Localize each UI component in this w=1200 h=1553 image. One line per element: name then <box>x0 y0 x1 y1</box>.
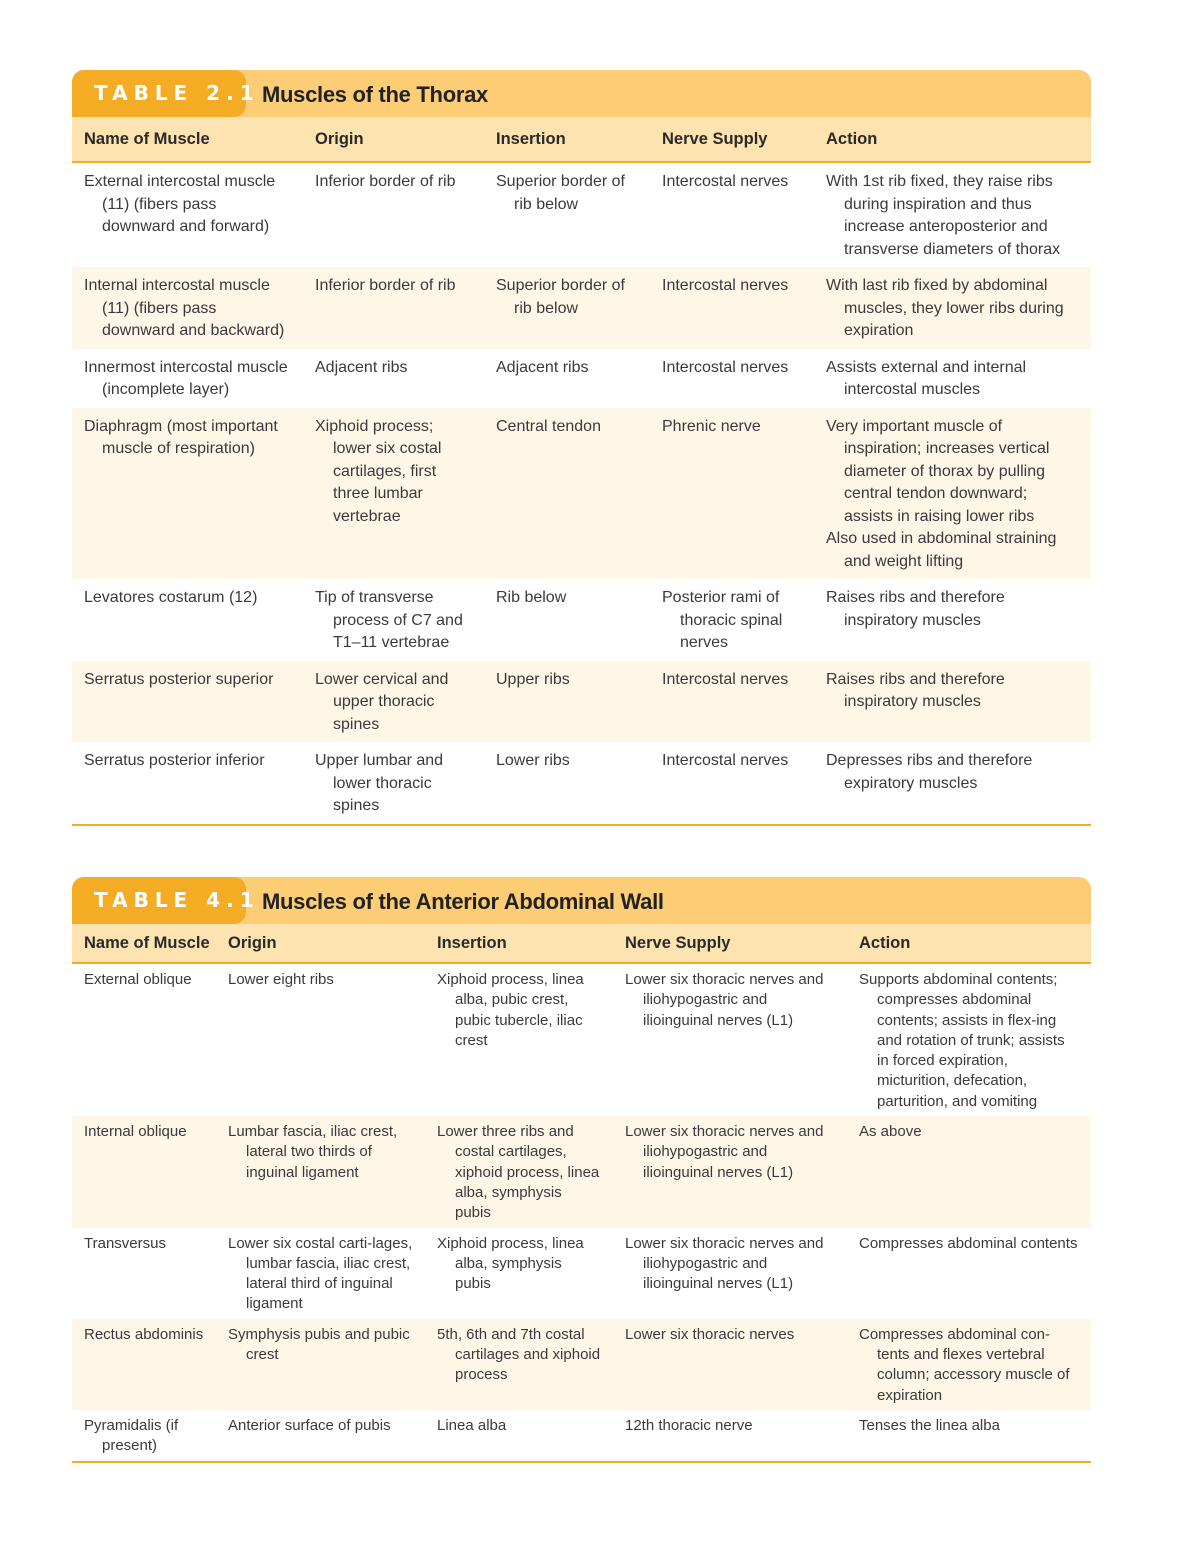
cell-nerve-supply <box>613 1319 847 1410</box>
cell-text: Intercostal nerves <box>662 173 789 190</box>
cell-nerve-supply <box>650 408 814 580</box>
cell-insertion <box>484 267 650 349</box>
cell-nerve-supply <box>613 1228 847 1319</box>
data-table <box>72 924 1091 1463</box>
column-header-action: Action <box>847 924 1091 963</box>
cell-text: Inferior border of rib <box>315 173 456 190</box>
cell-origin <box>216 963 425 1116</box>
cell-text: Internal intercostal muscle (11) (fibers pass downward and backward) <box>84 277 285 339</box>
cell-text: Levatores costarum (12) <box>84 589 258 606</box>
cell-origin <box>303 267 484 349</box>
column-header-nerve-supply: Nerve Supply <box>613 924 847 963</box>
cell-text: Superior border of rib below <box>496 277 625 317</box>
table-row <box>72 267 1091 349</box>
column-header-origin: Origin <box>303 117 484 162</box>
cell-text: Adjacent ribs <box>315 358 408 376</box>
cell-text: Anterior surface of pubis <box>228 1416 391 1434</box>
cell-text: With last rib fixed by abdominal muscles, they lower ribs during expiration <box>826 277 1064 339</box>
cell-action <box>847 1410 1091 1462</box>
cell-name <box>72 579 303 661</box>
cell-name <box>72 1410 216 1462</box>
cell-text: With 1st rib fixed, they raise ribs during inspiration and thus increase anteroposterior and transverse diameters of thorax <box>826 173 1061 258</box>
cell-origin <box>303 742 484 825</box>
cell-text: Xiphoid process, linea alba, pubic crest, pubic tubercle, iliac crest <box>437 971 584 1049</box>
cell-text: Pyramidalis (if present) <box>84 1416 179 1455</box>
cell-text: As above <box>859 1123 922 1141</box>
cell-action <box>814 408 1091 580</box>
table-muscles-of-thorax <box>72 70 1091 826</box>
cell-text: Inferior border of rib <box>315 277 456 294</box>
column-header-insertion: Insertion <box>425 924 613 963</box>
cell-text: Internal oblique <box>84 1123 187 1141</box>
cell-name <box>72 267 303 349</box>
cell-text: Raises ribs and therefore inspiratory muscles <box>826 670 1005 710</box>
cell-text: Lower six thoracic nerves and iliohypogastric and ilioinguinal nerves (L1) <box>625 1234 824 1293</box>
cell-action <box>847 1116 1091 1227</box>
cell-origin <box>303 408 484 580</box>
cell-name <box>72 1228 216 1319</box>
table-number-badge: TABLE 2.1 <box>72 70 246 117</box>
table-number-badge: TABLE 4.1 <box>72 877 246 924</box>
cell-nerve-supply <box>613 1410 847 1462</box>
cell-text: Xiphoid process, linea alba, symphysis pubis <box>437 1234 584 1293</box>
cell-text: Raises ribs and therefore inspiratory muscles <box>826 589 1005 629</box>
table-title: Muscles of the Thorax <box>262 82 488 107</box>
cell-action <box>847 1319 1091 1410</box>
column-header-name: Name of Muscle <box>72 117 303 162</box>
cell-name <box>72 963 216 1116</box>
cell-nerve-supply <box>613 1116 847 1227</box>
cell-text: Intercostal nerves <box>662 358 789 376</box>
cell-name <box>72 408 303 580</box>
cell-insertion <box>484 162 650 267</box>
cell-text: Serratus posterior inferior <box>84 752 265 769</box>
cell-origin <box>303 162 484 267</box>
table-muscles-of-abdominal-wall <box>72 877 1091 1463</box>
cell-text: Lower ribs <box>496 752 570 769</box>
table-row <box>72 963 1091 1116</box>
cell-insertion <box>425 1116 613 1227</box>
cell-name <box>72 1319 216 1410</box>
data-table <box>72 117 1091 826</box>
cell-origin <box>303 661 484 743</box>
cell-insertion <box>425 1319 613 1410</box>
cell-name <box>72 661 303 743</box>
column-header-origin: Origin <box>216 924 425 963</box>
cell-text: Lower three ribs and costal cartilages, xiphoid process, linea alba, symphysis pubis <box>437 1123 600 1222</box>
cell-origin <box>303 579 484 661</box>
table-row <box>72 349 1091 408</box>
table-row <box>72 1116 1091 1227</box>
cell-insertion <box>425 1228 613 1319</box>
cell-text: Rib below <box>496 589 567 606</box>
column-header-action: Action <box>814 117 1091 162</box>
cell-text: External intercostal muscle (11) (fibers pass downward and forward) <box>84 173 276 235</box>
cell-text: Transversus <box>84 1234 166 1252</box>
cell-text: Assists external and internal intercostal muscles <box>826 358 1027 398</box>
cell-text: Compresses abdominal con-tents and flexes vertebral column; accessory muscle of expiration <box>859 1325 1070 1404</box>
cell-origin <box>216 1116 425 1227</box>
cell-text: Diaphragm (most important muscle of respiration) <box>84 417 278 457</box>
cell-insertion <box>484 349 650 408</box>
cell-nerve-supply <box>650 579 814 661</box>
cell-text: Upper lumbar and lower thoracic spines <box>315 752 444 814</box>
cell-text: Innermost intercostal muscle (incomplete layer) <box>84 358 288 398</box>
cell-action <box>814 661 1091 743</box>
table-row <box>72 579 1091 661</box>
table-row <box>72 408 1091 580</box>
column-header-name: Name of Muscle <box>72 924 216 963</box>
cell-text: Linea alba <box>437 1416 507 1434</box>
cell-name <box>72 162 303 267</box>
cell-text: Intercostal nerves <box>662 670 789 688</box>
cell-text: Posterior rami of thoracic spinal nerves <box>662 589 783 651</box>
header-row <box>72 117 1091 162</box>
cell-text: Very important muscle of inspiration; increases vertical diameter of thorax by pulling central tendon downward; assists in raising lower ribs <box>826 417 1050 525</box>
cell-action <box>814 742 1091 825</box>
table-row <box>72 742 1091 825</box>
cell-text: Tip of transverse process of C7 and T1–11 vertebrae <box>315 589 463 651</box>
table-title-bar <box>72 70 1091 117</box>
cell-action <box>814 162 1091 267</box>
cell-text: Lower eight ribs <box>228 971 334 988</box>
cell-origin <box>216 1319 425 1410</box>
cell-nerve-supply <box>650 267 814 349</box>
column-header-insertion: Insertion <box>484 117 650 162</box>
cell-nerve-supply <box>650 661 814 743</box>
cell-text: 12th thoracic nerve <box>625 1416 753 1434</box>
cell-text: Phrenic nerve <box>662 417 761 435</box>
table-title: Muscles of the Anterior Abdominal Wall <box>262 889 664 914</box>
table-row <box>72 661 1091 743</box>
cell-text: Lower six costal carti-lages, lumbar fascia, iliac crest, lateral third of inguinal ligament <box>228 1234 413 1313</box>
cell-action <box>814 579 1091 661</box>
cell-action <box>814 267 1091 349</box>
cell-origin <box>216 1410 425 1462</box>
cell-text: Compresses abdominal contents <box>859 1234 1078 1252</box>
cell-insertion <box>484 661 650 743</box>
cell-text: Serratus posterior superior <box>84 670 274 688</box>
cell-text: Lower six thoracic nerves <box>625 1325 795 1343</box>
cell-insertion <box>484 579 650 661</box>
cell-action <box>814 349 1091 408</box>
cell-name <box>72 742 303 825</box>
cell-insertion <box>484 742 650 825</box>
table-row <box>72 1410 1091 1462</box>
table-title-bar <box>72 877 1091 924</box>
cell-text: Depresses ribs and therefore expiratory muscles <box>826 752 1033 792</box>
cell-text: External oblique <box>84 971 192 988</box>
table-row <box>72 1228 1091 1319</box>
cell-text: 5th, 6th and 7th costal cartilages and xiphoid process <box>437 1325 601 1384</box>
cell-insertion <box>425 1410 613 1462</box>
cell-action <box>847 963 1091 1116</box>
cell-text: Symphysis pubis and pubic crest <box>228 1325 410 1364</box>
cell-text: Upper ribs <box>496 670 570 688</box>
cell-nerve-supply <box>613 963 847 1116</box>
column-header-nerve-supply: Nerve Supply <box>650 117 814 162</box>
cell-origin <box>303 349 484 408</box>
header-row <box>72 924 1091 963</box>
cell-nerve-supply <box>650 742 814 825</box>
cell-nerve-supply <box>650 349 814 408</box>
cell-text: Lower six thoracic nerves and iliohypogastric and ilioinguinal nerves (L1) <box>625 971 824 1029</box>
cell-text: Lower cervical and upper thoracic spines <box>315 670 449 733</box>
cell-text: Intercostal nerves <box>662 277 789 294</box>
cell-origin <box>216 1228 425 1319</box>
cell-text: Lower six thoracic nerves and iliohypogastric and ilioinguinal nerves (L1) <box>625 1123 824 1181</box>
cell-name <box>72 1116 216 1227</box>
cell-text: Lumbar fascia, iliac crest, lateral two thirds of inguinal ligament <box>228 1123 398 1181</box>
cell-text: Adjacent ribs <box>496 358 589 376</box>
table-row <box>72 1319 1091 1410</box>
cell-text: Tenses the linea alba <box>859 1416 1000 1434</box>
cell-text: Central tendon <box>496 417 601 435</box>
cell-text: Supports abdominal contents; compresses abdominal contents; assists in flex-ing and rotation of trunk; assists in forced expiration, micturition, defecation, parturition, and vomiting <box>859 971 1065 1110</box>
cell-text: Rectus abdominis <box>84 1325 204 1343</box>
cell-insertion <box>484 408 650 580</box>
cell-nerve-supply <box>650 162 814 267</box>
cell-action <box>847 1228 1091 1319</box>
table-row <box>72 162 1091 267</box>
cell-text: Xiphoid process; lower six costal cartilages, first three lumbar vertebrae <box>315 417 442 525</box>
cell-insertion <box>425 963 613 1116</box>
cell-text: Superior border of rib below <box>496 173 625 213</box>
cell-name <box>72 349 303 408</box>
cell-text: Also used in abdominal straining and weight lifting <box>826 530 1057 570</box>
cell-text: Intercostal nerves <box>662 752 789 769</box>
